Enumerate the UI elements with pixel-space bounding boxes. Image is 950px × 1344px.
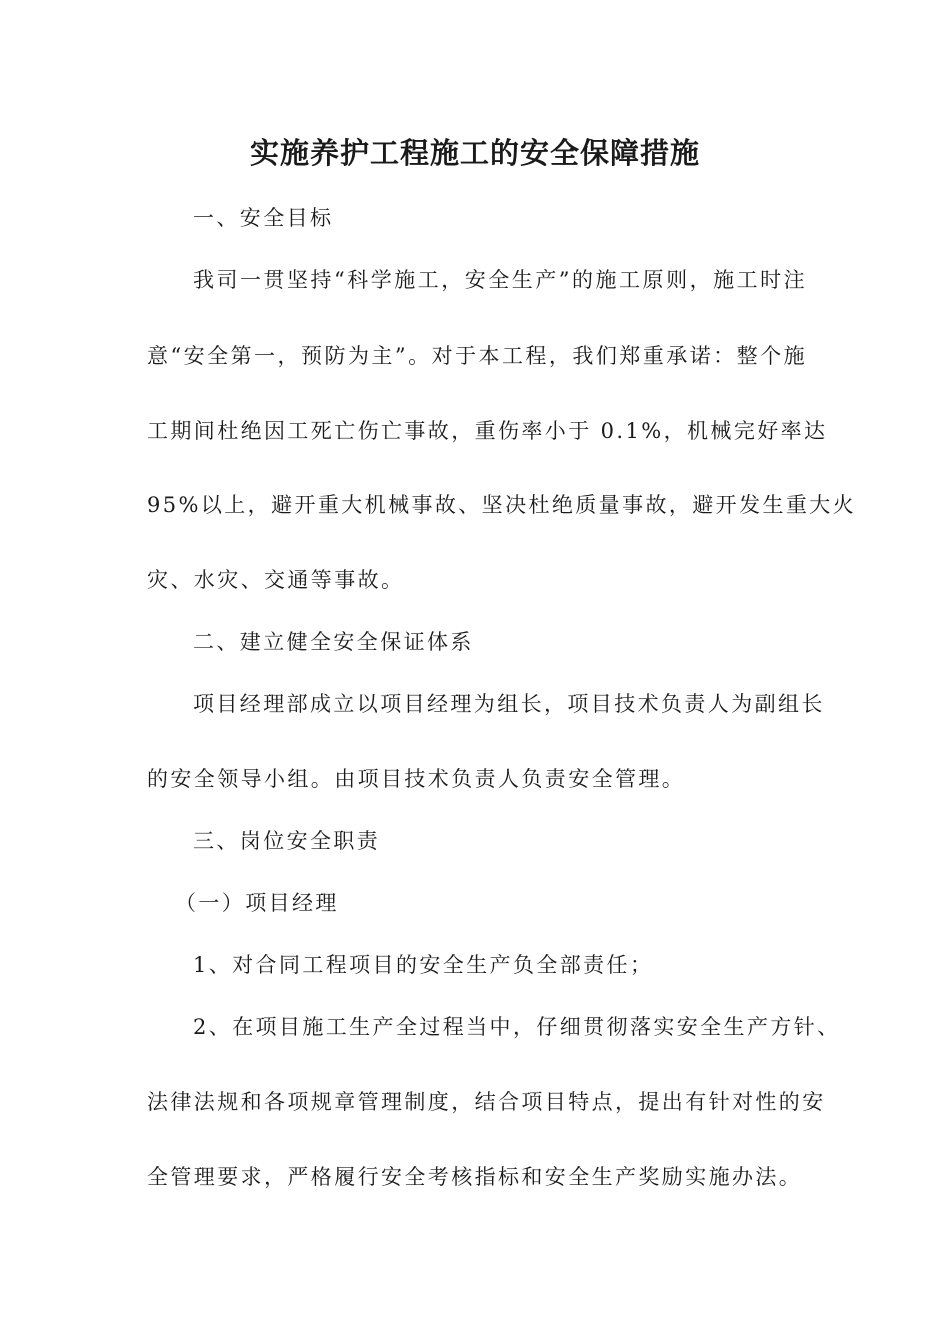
section-heading-safety-system: 二、建立健全安全保证体系: [193, 630, 474, 654]
document-title: 实施养护工程施工的安全保障措施: [249, 136, 700, 170]
paragraph-line: 灾、水灾、交通等事故。: [147, 568, 405, 592]
section-heading-post-duties: 三、岗位安全职责: [193, 829, 381, 853]
list-item: 1、对合同工程项目的安全生产负全部责任；: [193, 953, 654, 977]
paragraph-line: 法律法规和各项规章管理制度，结合项目特点，提出有针对性的安: [147, 1090, 826, 1114]
section-heading-safety-goals: 一、安全目标: [193, 206, 334, 230]
paragraph-line: 意“安全第一，预防为主”。对于本工程，我们郑重承诺：整个施: [147, 344, 807, 368]
list-item: 2、在项目施工生产全过程当中，仔细贯彻落实安全生产方针、: [193, 1015, 841, 1039]
paragraph-line: 95%以上，避开重大机械事故、坚决杜绝质量事故，避开发生重大火: [147, 493, 857, 517]
paragraph-line: 全管理要求，严格履行安全考核指标和安全生产奖励实施办法。: [147, 1165, 803, 1189]
paragraph-line: 我司一贯坚持“科学施工，安全生产”的施工原则，施工时注: [193, 268, 807, 292]
subsection-heading-project-manager: （一）项目经理: [175, 891, 339, 915]
paragraph-line: 项目经理部成立以项目经理为组长，项目技术负责人为副组长: [193, 692, 825, 716]
paragraph-line: 的安全领导小组。由项目技术负责人负责安全管理。: [147, 767, 686, 791]
paragraph-line: 工期间杜绝因工死亡伤亡事故，重伤率小于 0.1%，机械完好率达: [147, 419, 828, 443]
